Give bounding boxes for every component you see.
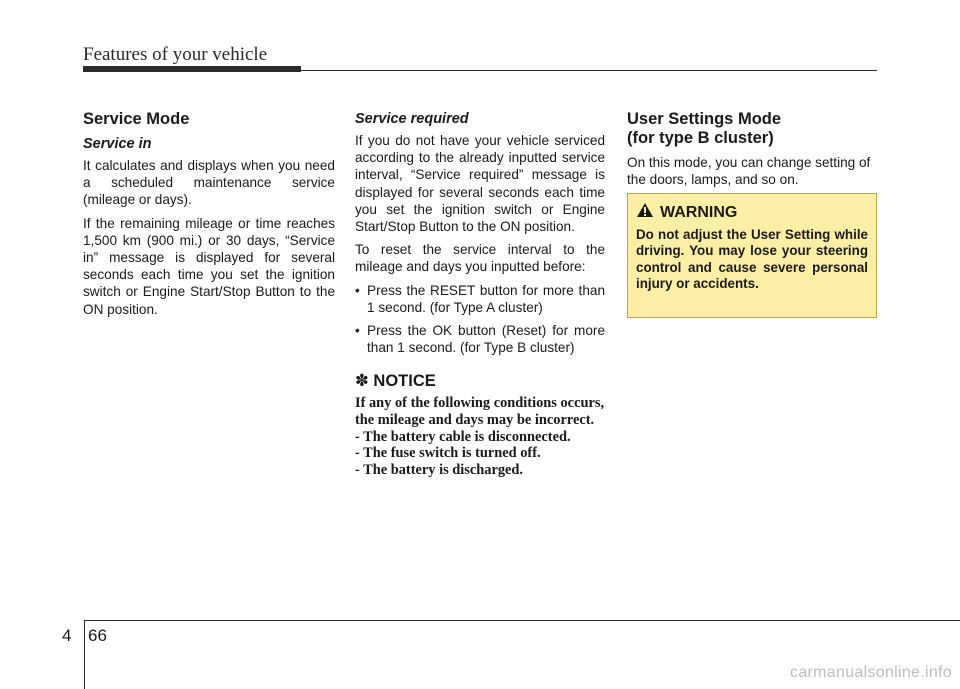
header-rule-thin	[301, 70, 877, 71]
notice-title: NOTICE	[373, 372, 436, 391]
list-item-text: Press the RESET button for more than 1 second. (for Type A cluster)	[367, 282, 605, 315]
notice-line: - The fuse switch is turned off.	[355, 445, 541, 462]
list-item-text: Press the OK button (Reset) for more than 1 second. (for Type B cluster)	[367, 323, 605, 356]
column-user-settings	[627, 110, 877, 194]
notice-line: - The battery cable is disconnected.	[355, 428, 571, 445]
bullet-symbol: •	[355, 323, 360, 339]
user-settings-heading-line1: User Settings Mode	[627, 110, 782, 128]
user-settings-heading	[627, 110, 877, 148]
warning-text: Do not adjust the User Setting while driving. You may lose your steering control and cause severe personal injury or accidents.	[636, 227, 868, 292]
header-title: Features of your vehicle	[83, 44, 268, 65]
bullet-symbol: •	[355, 282, 360, 298]
notice-symbol-icon: ✽	[355, 372, 369, 391]
user-settings-heading-line2: (for type B cluster)	[627, 129, 774, 147]
notice-line: If any of the following conditions occurs, the mileage and days may be incorrect.	[355, 395, 605, 429]
footer-divider	[84, 621, 85, 689]
watermark-text: carmanualsonline.info	[790, 664, 952, 681]
service-in-subheading: Service in	[83, 136, 152, 152]
warning-box	[627, 193, 877, 318]
page-number: 66	[88, 626, 107, 645]
header-rule-thick	[83, 66, 301, 72]
warning-title: WARNING	[660, 203, 738, 221]
service-required-paragraph-2: To reset the service interval to the mileage and days you inputted before:	[355, 242, 605, 275]
warning-triangle-icon	[636, 202, 654, 223]
service-in-paragraph-2: If the remaining mileage or time reaches 1,500 km (900 mi.) or 30 days, “Service in” message is displayed for several seconds each time you set the ignition switch or Engine Start/Stop Button to the ON position.	[83, 215, 335, 317]
user-settings-paragraph: On this mode, you can change setting of the doors, lamps, and so on.	[627, 155, 871, 188]
notice-body	[355, 395, 605, 478]
chapter-number: 4	[62, 626, 72, 645]
warning-header	[636, 202, 868, 223]
service-in-paragraph-1: It calculates and displays when you need a scheduled maintenance service (mileage or days).	[83, 158, 335, 208]
service-required-subheading: Service required	[355, 111, 469, 127]
notice-line: - The battery is discharged.	[355, 461, 524, 478]
column-service-mode	[83, 110, 335, 324]
column-service-required	[355, 110, 605, 478]
reset-instructions-list	[355, 282, 605, 357]
service-required-paragraph-1: If you do not have your vehicle serviced according to the already inputted service interval, “Service required” message is displayed for several seconds each time you set the ignition switch or Engine Start/Stop Button to the ON position.	[355, 133, 605, 235]
notice-heading	[355, 372, 605, 391]
list-item	[355, 282, 605, 316]
service-mode-heading: Service Mode	[83, 110, 190, 128]
list-item	[355, 322, 605, 356]
footer-rule	[84, 620, 960, 621]
